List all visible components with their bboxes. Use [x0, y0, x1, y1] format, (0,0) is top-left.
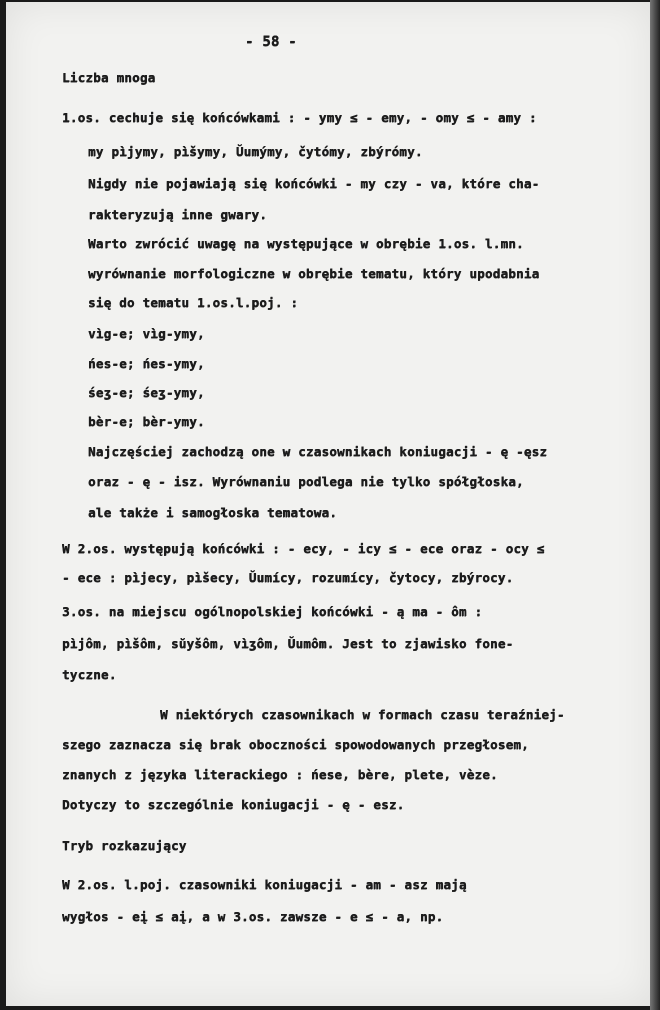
text-line: się do tematu 1.os.l.poj. : — [88, 295, 299, 310]
text-line: pìjôm, pìšôm, sŭyšôm, vìʒôm, Ŭumôm. Jest to zjawisko fone- — [62, 636, 514, 651]
text-line: W 2.os. występują końcówki : - ecy, - icy ≤ - ece oraz - ocy ≤ — [62, 541, 545, 556]
example-line: bèr-e; bèr-ymy. — [88, 414, 205, 429]
text-line: wygłos - eį ≤ aį, a w 3.os. zawsze - e ≤ - a, np. — [62, 909, 444, 924]
page-number: - 58 - — [245, 34, 297, 50]
text-line: Dotyczy to szczególnie koniugacji - ę - esz. — [62, 797, 405, 812]
text-line: my pìjymy, pìšymy, Ŭumýmy, čytómy, zbýrómy. — [88, 144, 423, 159]
example-line: vìg-e; vìg-ymy, — [88, 326, 205, 341]
example-line: ńes-e; ńes-ymy, — [88, 356, 205, 371]
text-line: Najczęściej zachodzą one w czasownikach koniugacji - ę -ęsz — [88, 444, 548, 459]
text-line: W niektórych czasownikach w formach czasu teraźniej- — [160, 707, 565, 722]
section-heading: Tryb rozkazujący — [62, 838, 187, 853]
text-line: 1.os. cechuje się końcówkami : - ymy ≤ - emy, - omy ≤ - amy : — [62, 110, 537, 125]
section-heading: Liczba mnoga — [62, 70, 156, 85]
text-line: Nigdy nie pojawiają się końcówki - my czy - va, które cha- — [88, 176, 540, 191]
page-edge-shadow — [650, 0, 660, 1010]
text-line: znanych z języka literackiego : ńese, bère, plete, vèze. — [62, 767, 498, 782]
text-line: wyrównanie morfologiczne w obrębie tematu, który upodabnia — [88, 266, 540, 281]
text-line: 3.os. na miejscu ogólnopolskiej końcówki - ą ma - ôm : — [62, 604, 483, 619]
text-line: szego zaznacza się brak oboczności spowodowanych przegłosem, — [62, 737, 529, 752]
text-line: - ece : pìjecy, pìšecy, Ŭumícy, rozumícy, čytocy, zbýrocy. — [62, 570, 514, 585]
text-line: oraz - ę - isz. Wyrównaniu podlega nie tylko spółgłoska, — [88, 474, 524, 489]
text-line: tyczne. — [62, 667, 117, 682]
text-line: ale także i samogłoska tematowa. — [88, 505, 338, 520]
text-line: Warto zwrócić uwagę na występujące w obrębie 1.os. l.mn. — [88, 236, 524, 251]
text-line: W 2.os. l.poj. czasowniki koniugacji - am - asz mają — [62, 877, 467, 892]
example-line: śeʒ-e; śeʒ-ymy, — [88, 385, 205, 400]
text-line: rakteryzują inne gwary. — [88, 207, 267, 222]
